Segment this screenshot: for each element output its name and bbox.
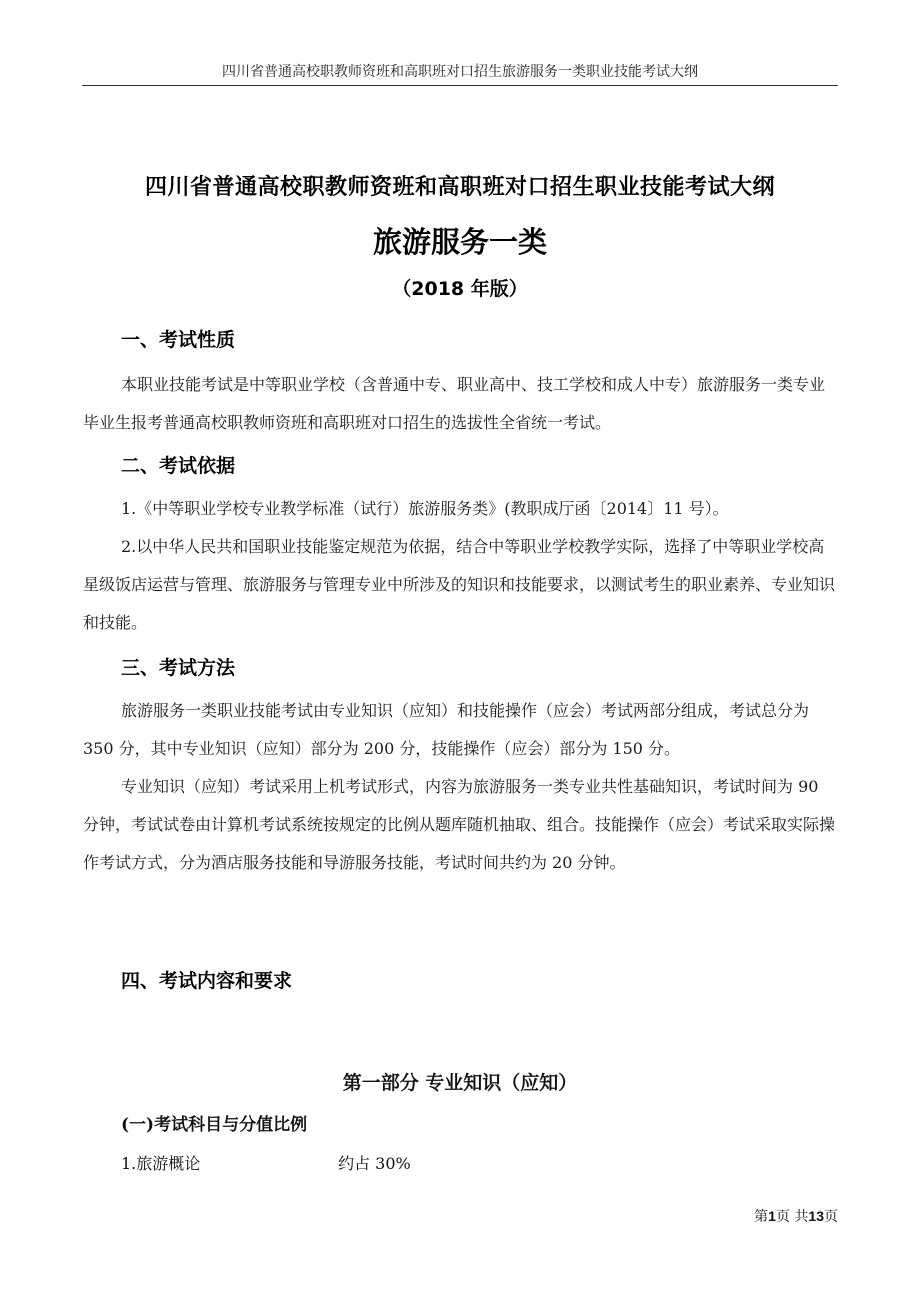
current-page-number: 1 (768, 1208, 776, 1224)
section-heading-basis: 二、考试依据 (121, 455, 236, 477)
footer-suffix: 页 (824, 1209, 838, 1225)
section-heading-method: 三、考试方法 (121, 657, 236, 679)
paragraph: 2.以中华人民共和国职业技能鉴定规范为依据，结合中等职业学校教学实际，选择了中等职业学校高星级饭店运营与管理、旅游服务与管理专业中所涉及的知识和技能要求，以测试考生的职业素养、专业知识和技能。 (83, 537, 836, 632)
section-body-basis (83, 490, 838, 642)
section-heading-nature: 一、考试性质 (121, 329, 236, 351)
total-pages-number: 13 (808, 1208, 824, 1224)
paragraph: 旅游服务一类职业技能考试由专业知识（应知）和技能操作（应会）考试两部分组成，考试总分为 350 分，其中专业知识（应知）部分为 200 分，技能操作（应会）部分为 150 分。 (83, 701, 810, 758)
edition-label: （2018 年版） (392, 278, 528, 300)
paragraph: 本职业技能考试是中等职业学校（含普通中专、职业高中、技工学校和成人中专）旅游服务一类专业毕业生报考普通高校职教师资班和高职班对口招生的选拔性全省统一考试。 (83, 375, 826, 432)
page-footer (754, 1206, 838, 1227)
section-body-nature (83, 366, 838, 442)
part-title: 第一部分 专业知识（应知） (342, 1072, 578, 1094)
paragraph: 专业知识（应知）考试采用上机考试形式，内容为旅游服务一类专业共性基础知识，考试时间为 90 分钟，考试试卷由计算机考试系统按规定的比例从题库随机抽取、组合。技能操作（应会）考试采取实际操作考试方式，分为酒店服务技能和导游服务技能，考试时间共约为 20 分钟。 (83, 777, 836, 872)
subject-row (121, 1152, 411, 1176)
paragraph: 1.《中等职业学校专业教学标准（试行）旅游服务类》(教职成厅函〔2014〕11 号）。 (121, 499, 729, 518)
section-body-method (83, 692, 838, 882)
document-subtitle: 旅游服务一类 (372, 225, 547, 259)
footer-prefix: 第 (754, 1209, 769, 1225)
running-header: 四川省普通高校职教师资班和高职班对口招生旅游服务一类职业技能考试大纲 (222, 64, 698, 80)
document-title: 四川省普通高校职教师资班和高职班对口招生职业技能考试大纲 (144, 174, 775, 200)
sub-heading: (一)考试科目与分值比例 (121, 1115, 308, 1135)
subject-name: 1.旅游概论 (121, 1154, 201, 1173)
subject-ratio: 约占 30% (338, 1154, 411, 1173)
section-heading-content: 四、考试内容和要求 (121, 970, 293, 992)
footer-middle: 页 共 (775, 1209, 809, 1225)
header-rule (82, 85, 838, 86)
